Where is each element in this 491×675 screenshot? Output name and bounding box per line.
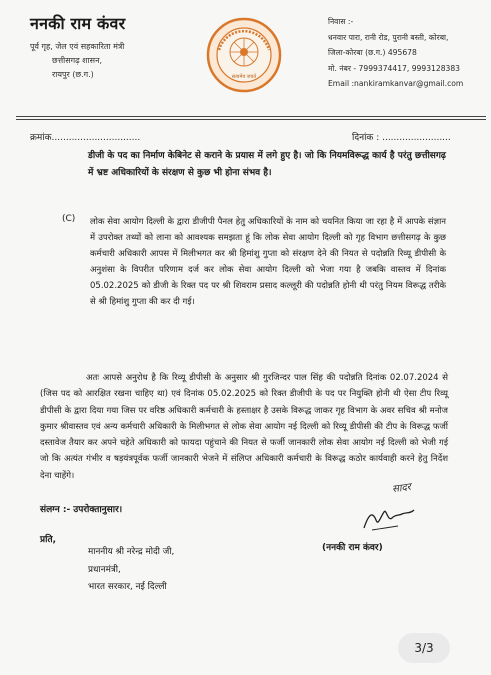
signatory-name: (ननकी राम कंवर) [322, 543, 383, 553]
email-address: Email :nankiramkanvar@gmail.com [328, 79, 464, 88]
header-divider [16, 116, 486, 117]
point-letter: (C) [62, 214, 76, 224]
to-label: प्रति, [40, 535, 57, 545]
sender-city: रायपुर (छ.ग.) [52, 70, 94, 79]
handwritten-initials: सादर [391, 481, 412, 496]
signature-icon [358, 498, 418, 538]
paragraph-1: डीजी के पद का निर्माण केबिनेट से कराने के प्रयास में लगे हुए है। जो कि नियमविरूद्ध कार्य है परंतु छत्तीसगढ़ में भ्रष्ट अधिकारियों के संरक्षण से कुछ भी होना संभव है। [88, 151, 446, 178]
recipient-block [88, 544, 174, 597]
seal-motto: सत्यमेव जयते [231, 74, 257, 80]
reference-number: क्रमांक............................... [30, 133, 141, 143]
emblem-seal-icon [205, 16, 283, 94]
mobile-numbers: मो. नंबर - 7999374417, 9993128383 [328, 63, 461, 73]
page-indicator-badge: 3/3 [398, 633, 450, 663]
address-line1: धनवार पारा, रानी रोड, पुरानी बस्ती, कोरबा, [328, 32, 449, 42]
address-label: निवास :- [328, 17, 354, 26]
date-field: दिनांक : ........................ [352, 133, 451, 143]
sender-title: पूर्व गृह, जेल एवं सहकारिता मंत्री [30, 42, 125, 51]
recipient-designation: प्रधानमंत्री, [88, 564, 121, 575]
paragraph-2: लोक सेवा आयोग दिल्ली के द्वारा डीजीपी पैनल हेतु अधिकारियों के नाम को चयनित किया जा रहा है में आपके संज्ञान में उपरोक्त तथ्यों को लाना को आवश्यक समझता हूं कि लोक सेवा आयोग दिल्ली को गृह विभाग छत्तीसगढ़ के कुछ कर्मचारी अधिकारी आपस में मिलीभगत कर श्री हिमांशु गुप्ता को संरक्षण देने की नियत से पदोन्नति रिव्यू डीपीसी के अनुशंसा के विपरीत परिणाम दर्ज कर लोक सेवा आयोग दिल्ली को भेजा गया है जबकि वास्तव में दिनांक 05.02.2025 को डीजी के रिक्त पद पर श्री शिवराम प्रसाद कल्लूरी की पदोन्नति होनी थी परंतु नियम विरूद्ध तरीके से श्री हिमांशु गुप्ता की कर दी गई। [90, 217, 446, 308]
address-line2: जिला-कोरबा (छ.ग.) 495678 [328, 48, 417, 57]
enclosure-note: संलग्न :- उपरोक्तानुसार। [40, 505, 123, 515]
recipient-office: भारत सरकार, नई दिल्ली [88, 582, 167, 592]
paragraph-3: अतः आपसे अनुरोध है कि रिव्यू डीपीसी के अनुसार श्री गुरजिन्दर पाल सिंह की पदोन्नति दिनांक 02.07.2024 से (जिस पद को आरक्षित रखना चाहिए था) एवं दिनांक 05.02.2025 को रिक्त डीजीपी के पद पर नियुक्ति होनी थी ऐसा टीप रिव्यू डीपीसी के द्वारा दिया गया जिस पर वरिष्ठ अधिकारी कर्मचारी के हस्ताक्षर है उसके विरूद्ध जाकर गृह विभाग के अवर सचिव श्री मनोज कुमार श्रीवास्तव एवं अन्य कर्मचारी अधिकारी के मिलीभगत से लोक सेवा आयोग नई दिल्ली को रिव्यू डीपीसी की टीप के विरूद्ध फर्जी दस्तावेज तैयार कर अपने चहेते अधिकारी को फायदा पहुंचाने की नियत से फर्जी जानकारी लोक सेवा आयोग नई दिल्ली को भेजी गई जो कि अत्यंत गंभीर व षड़यंत्रपूर्वक फर्जी जानकारी भेजने में संलिप्त अधिकारी कर्मचारी के विरूद्ध कठोर कार्यवाही करने हेतु निर्देश देना चाहेंगे। [40, 373, 448, 481]
letterhead-left [30, 12, 200, 82]
sender-govt: छत्तीसगढ़ शासन, [52, 56, 103, 65]
letterhead-right [328, 14, 488, 92]
recipient-name: माननीय श्री नरेन्द्र मोदी जी, [88, 547, 175, 557]
header-divider-2 [16, 119, 486, 120]
sender-name: ननकी राम कंवर [30, 14, 126, 33]
